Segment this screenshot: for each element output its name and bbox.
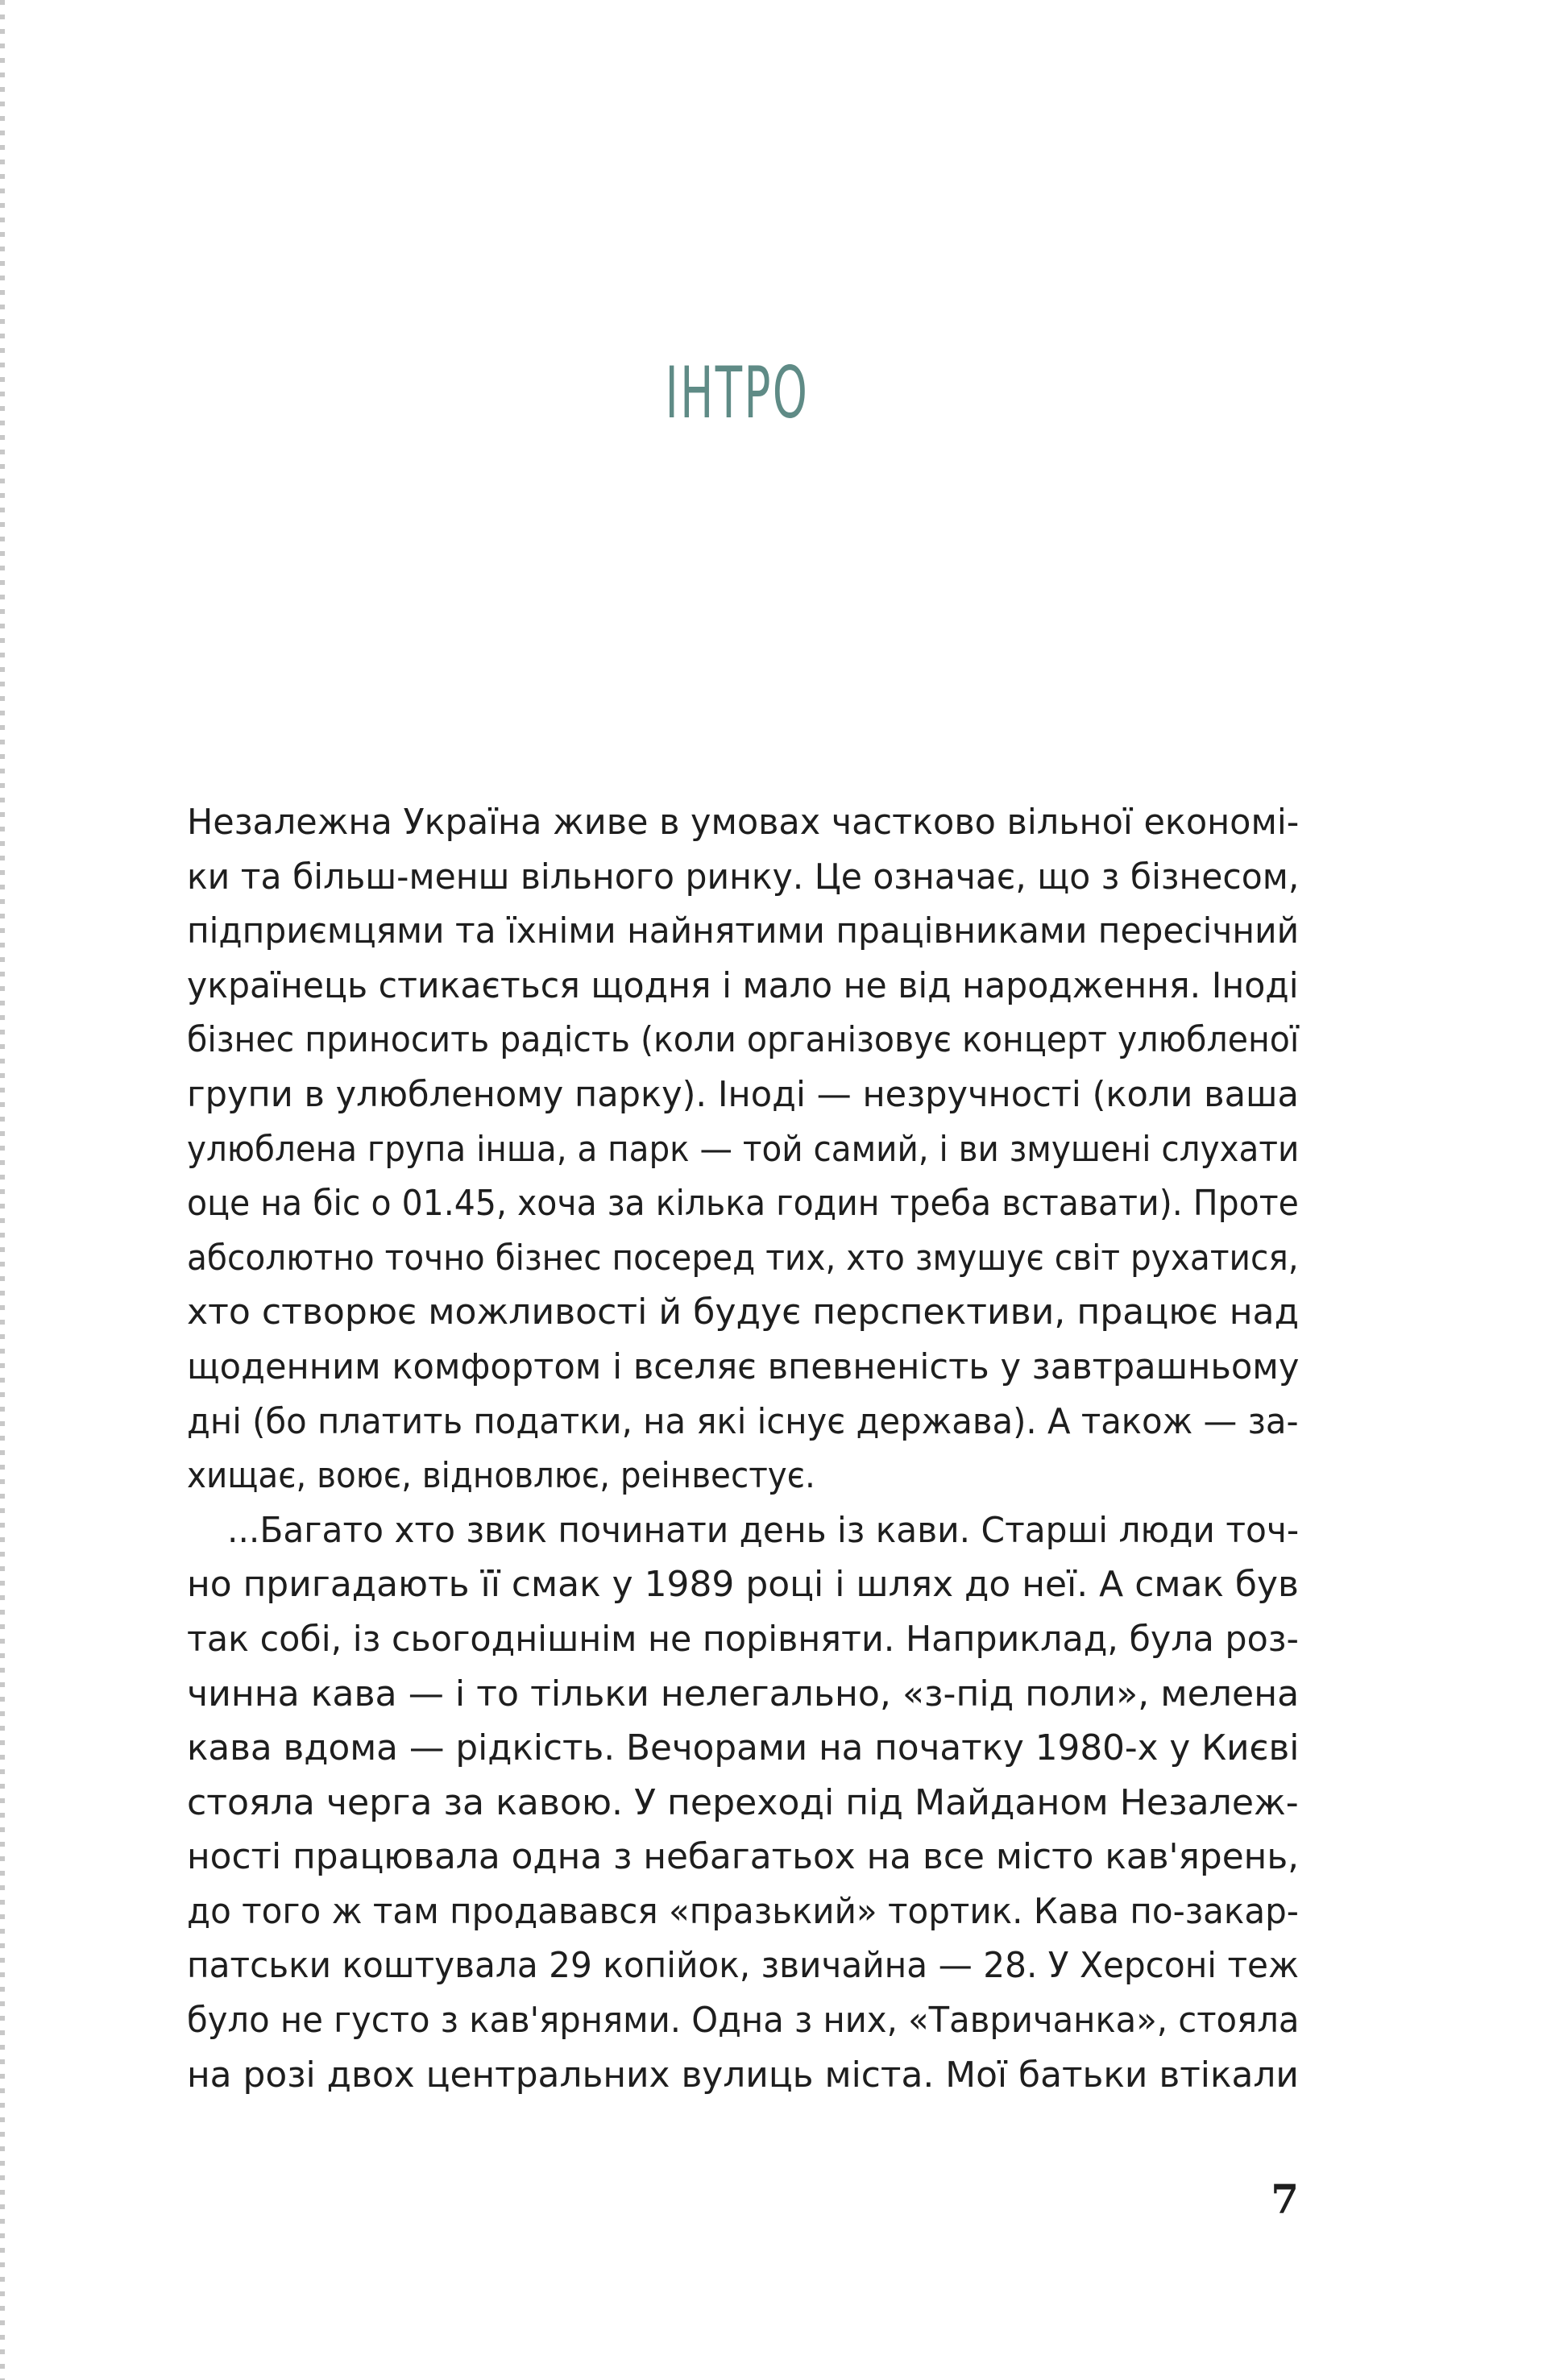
text-line-content: підприємцями та їхніми найнятими працівниками пересічний — [187, 910, 1300, 952]
text-line-content: но пригадають її смак у 1989 році і шлях до неї. А смак був — [187, 1564, 1299, 1606]
text-line — [187, 1503, 1299, 1558]
body-text — [187, 795, 1299, 2102]
text-line — [187, 904, 1299, 959]
text-line-content: ності працювала одна з небагатьох на все місто кав'ярень, — [187, 1836, 1300, 1878]
text-line — [187, 1830, 1299, 1885]
text-line — [187, 1667, 1299, 1722]
text-line-content: улюблена група інша, а парк — той самий, і ви змушені слухати — [187, 1128, 1300, 1170]
text-line — [187, 1231, 1299, 1286]
text-line — [187, 2048, 1299, 2103]
text-line — [187, 1340, 1299, 1395]
text-line — [187, 1612, 1299, 1667]
text-line-content: українець стикається щодня і мало не від народження. Іноді — [187, 964, 1299, 1006]
text-line — [187, 1395, 1299, 1449]
text-line-content: щоденним комфортом і вселяє впевненість у завтрашньому — [187, 1345, 1300, 1387]
text-line — [187, 1176, 1299, 1231]
text-line — [187, 1776, 1299, 1831]
text-line — [187, 1993, 1299, 2048]
text-line — [187, 795, 1299, 850]
text-line-content: патськи коштувала 29 копійок, звичайна — 28. У Херсоні теж — [187, 1945, 1300, 1987]
text-line — [187, 959, 1299, 1014]
text-line-content: Незалежна Україна живе в умовах частково вільної економі- — [187, 802, 1300, 843]
text-line-content: ...Багато хто звик починати день із кави. Старші люди точ- — [227, 1509, 1300, 1551]
text-line — [187, 1557, 1299, 1612]
text-line — [187, 1013, 1299, 1068]
binding-edge — [0, 0, 5, 2380]
text-line — [187, 1285, 1299, 1340]
page-number: 7 — [1271, 2175, 1299, 2223]
text-line-content: чинна кава — і то тільки нелегально, «з-під поли», мелена — [187, 1673, 1300, 1715]
text-line-content: групи в улюбленому парку). Іноді — незручності (коли ваша — [187, 1073, 1299, 1115]
text-line-content: так собі, із сьогоднішнім не порівняти. Наприклад, була роз- — [187, 1618, 1299, 1660]
text-line-content: на розі двох центральних вулиць міста. Мої батьки втікали — [187, 2054, 1299, 2096]
text-line-content: хто створює можливості й будує перспективи, працює над — [187, 1292, 1300, 1333]
text-line-content: стояла черга за кавою. У переході під Майданом Незалеж- — [187, 1781, 1299, 1823]
chapter-title: ІНТРО — [665, 351, 810, 434]
text-line-content: хищає, воює, відновлює, реінвестує. — [187, 1455, 815, 1497]
text-line-content: оце на біс о 01.45, хоча за кілька годин треба вставати). Проте — [187, 1183, 1299, 1225]
text-line-content: кава вдома — рідкість. Вечорами на початку 1980-х у Києві — [187, 1727, 1300, 1769]
text-line — [187, 1885, 1299, 1939]
text-line — [187, 1449, 1299, 1503]
text-line — [187, 1068, 1299, 1122]
text-line — [187, 1122, 1299, 1177]
text-line-content: бізнес приносить радість (коли організовує концерт улюбленої — [187, 1019, 1300, 1061]
text-line-content: ки та більш-менш вільного ринку. Це означає, що з бізнесом, — [187, 856, 1300, 898]
text-line-content: абсолютно точно бізнес посеред тих, хто змушує світ рухатися, — [187, 1237, 1299, 1279]
text-line — [187, 850, 1299, 905]
text-line-content: було не густо з кав'ярнями. Одна з них, «Тавричанка», стояла — [187, 2000, 1300, 2042]
text-line — [187, 1721, 1299, 1776]
text-line-content: дні (бо платить податки, на які існує держава). А також — за- — [187, 1400, 1299, 1442]
text-line — [187, 1938, 1299, 1993]
text-line-content: до того ж там продавався «празький» тортик. Кава по-закар- — [187, 1890, 1299, 1932]
